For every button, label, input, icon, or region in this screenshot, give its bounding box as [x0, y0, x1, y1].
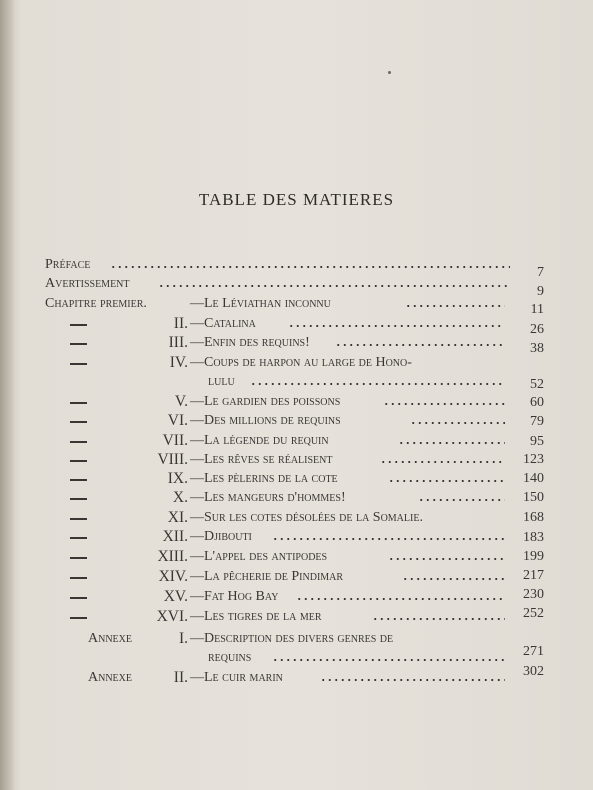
entry-title: lulu [208, 374, 235, 389]
toc-entry [0, 488, 593, 507]
chapter-number: IX. [167, 470, 188, 487]
entry-prefix: Chapitre premier. [45, 296, 147, 311]
entry-title: —Le Léviathan inconnu [190, 296, 331, 311]
dot-leader [383, 403, 505, 405]
toc-entry [0, 607, 593, 626]
toc-entry [0, 274, 593, 299]
toc-entry [0, 314, 593, 337]
toc-entry [0, 629, 593, 648]
ditto-dash [70, 431, 87, 450]
entry-page: 230 [523, 587, 544, 602]
toc-entry [0, 527, 593, 546]
entry-page: 79 [530, 414, 544, 429]
toc-entry [0, 333, 593, 356]
dot-leader [272, 538, 505, 540]
entry-title: —La légende du requin [190, 433, 329, 448]
ditto-dash [70, 607, 87, 626]
chapter-number: XI. [167, 509, 188, 526]
ditto-dash [70, 314, 87, 333]
entry-title: —Les tigres de la mer [190, 609, 322, 624]
chapter-number: XVI. [156, 608, 188, 625]
entry-title: —Catalina [190, 316, 256, 331]
dot-leader [402, 578, 505, 580]
entry-title: —Le cuir marin [190, 670, 283, 685]
entry-page: 52 [530, 377, 544, 392]
ditto-dash [70, 411, 87, 430]
toc-entry [0, 392, 593, 411]
entry-title: —Description des divers genres de [190, 631, 394, 646]
dot-leader [418, 499, 505, 501]
chapter-number: X. [172, 489, 188, 506]
ditto-dash [70, 527, 87, 546]
toc-entry [0, 644, 593, 667]
entry-prefix: Annexe [88, 631, 132, 646]
entry-title: —Sur les cotes désolées de la Somalie. [190, 510, 423, 525]
ditto-dash [70, 587, 87, 606]
dot-leader [372, 618, 505, 620]
toc-entry [0, 353, 593, 372]
toc-entry [0, 255, 593, 280]
entry-page: 168 [523, 510, 544, 525]
chapter-number: VII. [162, 432, 188, 449]
dot-leader [388, 558, 505, 560]
chapter-number: VI. [167, 412, 188, 429]
ditto-dash [70, 392, 87, 411]
dot-leader [296, 598, 505, 600]
toc-entry [0, 469, 593, 488]
entry-title: —Fat Hog Bay [190, 589, 279, 604]
entry-title: —La pêcherie de Pindimar [190, 569, 344, 584]
entry-page: 60 [530, 395, 544, 410]
entry-page: 252 [523, 606, 544, 621]
toc-entry [0, 294, 593, 317]
paper-speck [388, 71, 391, 74]
chapter-number: V. [174, 393, 188, 410]
entry-page: 7 [537, 265, 544, 280]
chapter-number: IV. [169, 354, 188, 371]
dot-leader [250, 383, 503, 385]
entry-page: 302 [523, 664, 544, 679]
entry-page: 9 [537, 284, 544, 299]
ditto-dash [70, 469, 87, 488]
entry-title: Préface [45, 257, 91, 272]
ditto-dash [70, 488, 87, 507]
toc-entry [0, 547, 593, 566]
entry-page: 38 [530, 341, 544, 356]
entry-page: 271 [523, 644, 544, 659]
toc-entry [0, 508, 593, 527]
dot-leader [380, 461, 505, 463]
entry-title: requins [208, 650, 252, 665]
ditto-dash [70, 508, 87, 527]
entry-title: —Enfin des requins! [190, 335, 310, 350]
dot-leader [272, 659, 505, 661]
chapter-number: II. [173, 315, 188, 332]
entry-title: —Djibouti [190, 529, 252, 544]
dot-leader [320, 679, 505, 681]
entry-page: 217 [523, 568, 544, 583]
ditto-dash [70, 567, 87, 586]
chapter-number: XII. [162, 528, 188, 545]
page-title: TABLE DES MATIERES [198, 190, 395, 209]
entry-page: 150 [523, 490, 544, 505]
chapter-number: XV. [163, 588, 188, 605]
ditto-dash [70, 547, 87, 566]
entry-page: 140 [523, 471, 544, 486]
toc-entry [0, 450, 593, 469]
chapter-number: VIII. [157, 451, 188, 468]
chapter-number: II. [173, 669, 188, 686]
entry-title: —Les pèlerins de la cote [190, 471, 338, 486]
dot-leader [288, 325, 503, 327]
ditto-dash [70, 333, 87, 352]
entry-title: —Coups de harpon au large de Hono- [190, 355, 412, 370]
ditto-dash [70, 450, 87, 469]
entry-title: —Des millions de requins [190, 413, 341, 428]
chapter-number: I. [178, 630, 188, 647]
entry-page: 183 [523, 530, 544, 545]
dot-leader [388, 480, 505, 482]
entry-page: 199 [523, 549, 544, 564]
toc-entry [0, 664, 593, 687]
toc-entry [0, 567, 593, 586]
entry-title: —Le gardien des poissons [190, 394, 341, 409]
entry-title: —Les rêves se réalisent [190, 452, 333, 467]
dot-leader [398, 442, 505, 444]
dot-leader [405, 305, 505, 307]
entry-page: 123 [523, 452, 544, 467]
toc-entry [0, 587, 593, 606]
entry-page: 11 [530, 302, 544, 317]
dot-leader [158, 285, 508, 287]
ditto-dash [70, 353, 87, 372]
chapter-number: XIV. [158, 568, 188, 585]
toc-entry [0, 431, 593, 450]
entry-prefix: Annexe [88, 670, 132, 685]
entry-title: Avertissement [45, 276, 130, 291]
chapter-number: III. [168, 334, 188, 351]
entry-page: 95 [530, 434, 544, 449]
entry-title: —Les mangeurs d'hommes! [190, 490, 346, 505]
dot-leader [110, 266, 510, 268]
entry-title: —L'appel des antipodes [190, 549, 328, 564]
dot-leader [335, 344, 503, 346]
dot-leader [410, 422, 505, 424]
entry-page: 26 [530, 322, 544, 337]
toc-entry [0, 411, 593, 430]
chapter-number: XIII. [157, 548, 188, 565]
toc-entry [0, 372, 593, 391]
